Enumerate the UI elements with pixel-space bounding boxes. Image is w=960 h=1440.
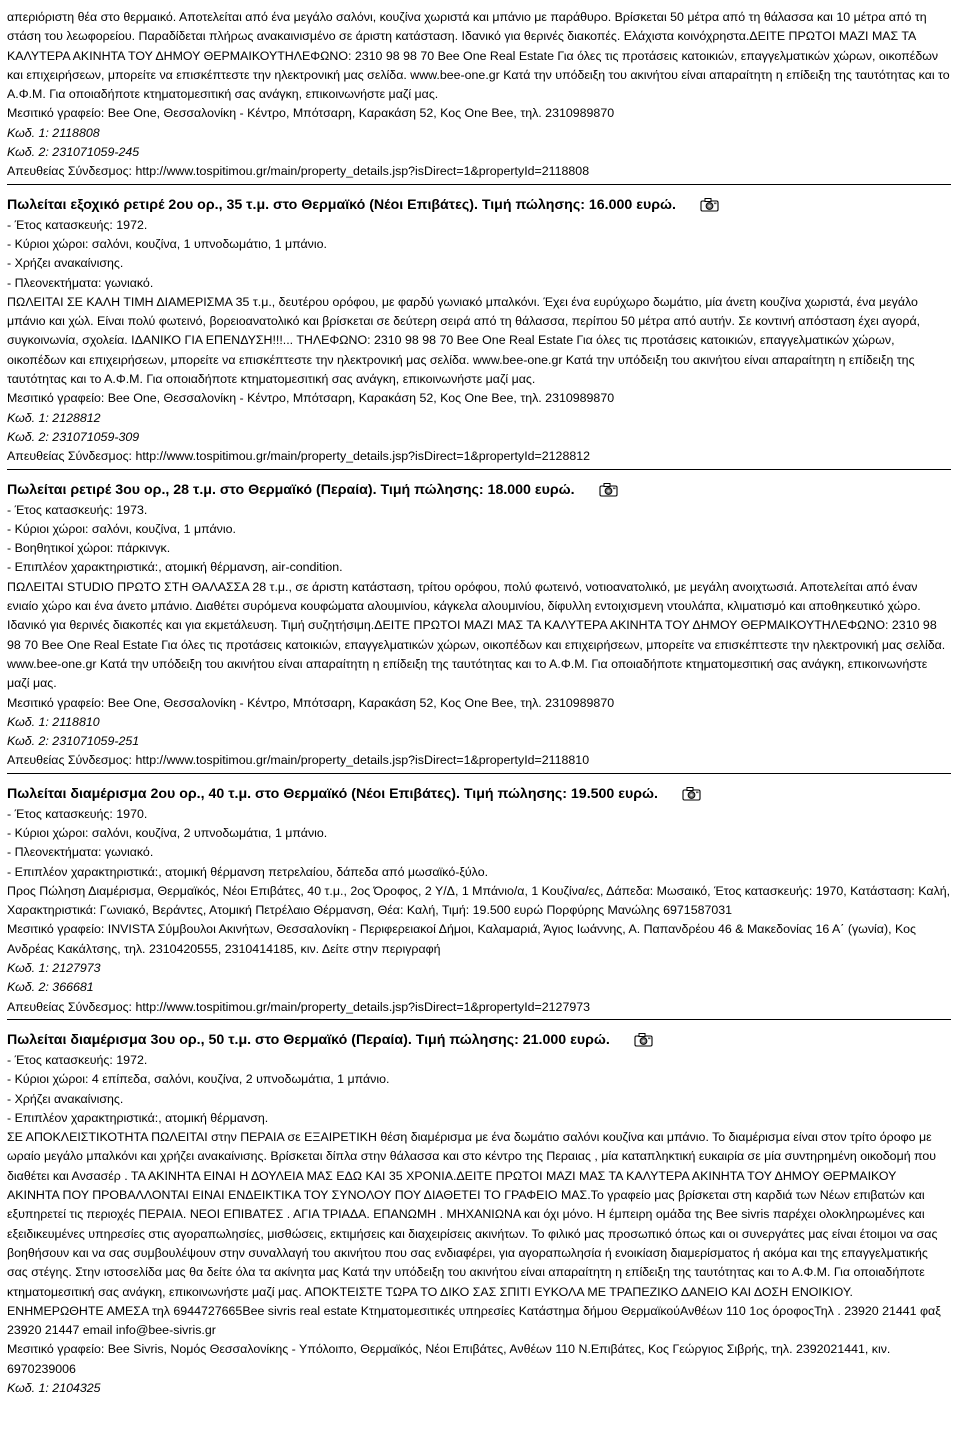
agency-info: Μεσιτικό γραφείο: Bee Sivris, Νομός Θεσσαλονίκης - Υπόλοιπο, Θερμαϊκός, Νέοι Επιβάτες, Ανθέων 110 Ν.Επιβάτες, Κος Γεώργιος Σιβρής, τηλ. 2392021441, κιν. 6970239006 [7, 1342, 891, 1376]
listing [7, 470, 951, 774]
agency-info: Μεσιτικό γραφείο: Bee One, Θεσσαλονίκη - Κέντρο, Μπότσαρη, Καρακάση 52, Κος One Bee, τηλ. 2310989870 [7, 391, 615, 406]
listing-description: ΣΕ ΑΠΟΚΛΕΙΣΤΙΚΟΤΗΤΑ ΠΩΛΕΙΤΑΙ στην ΠΕΡΑΙΑ σε ΕΞΑΙΡΕΤΙΚΗ θέση διαμέρισμα με ένα δωμάτιο σαλόνι κουζίνα και μπάνιο. Το διαμέρισμα είναι στον τρίτο όροφο με ωραίο μεγάλο μπαλκόνι και χρήζει ανακαίνισης. Βρίσκεται δίπλα στην θάλασσα και στο κέντρο της Περαιας , μία καταπληκτική ευκαιρία σε μία συντηρημένη οικοδομή που διαθέτει και Ανσασέρ . ΤΑ ΑΚΙΝΗΤΑ ΕΙΝΑΙ Η ΔΟΥΛΕΙΑ ΜΑΣ ΕΔΩ ΚΑΙ 35 ΧΡΟΝΙΑ.ΔΕΙΤΕ ΠΡΩΤΟΙ ΜΑΖΙ ΜΑΣ ΤΑ ΚΑΛΥΤΕΡΑ ΑΚΙΝΗΤΑ ΤΟΥ ΔΗΜΟΥ ΘΕΡΜΑΙΚΟΥ ΑΚΙΝΗΤΑ ΠΟΥ ΠΡΟΒΑΛΛΟΝΤΑΙ ΕΙΝΑΙ ΕΝΔΕΙΚΤΙΚΑ ΤΟΥ ΣΥΝΟΛΟΥ ΠΟΥ ΔΙΑΘΕΤΕΙ ΤΟ ΓΡΑΦΕΙΟ ΜΑΣ.Το γραφείο μας βρίσκεται στη καρδιά των Νέων επιβατών και εξυπηρετεί τις περιοχές ΠΕΡΑΙΑ. ΝΕΟΙ ΕΠΙΒΑΤΕΣ . ΑΓΙΑ ΤΡΙΑΔΑ. ΕΠΑΝΩΜΗ . ΜΗΧΑΝΙΩΝΑ και όχι μόνο. Η έμπειρη ομάδα της Bee sivris παρέχει ολοκληρωμένες και εξειδικευμένες υπηρεσίες στις αγοραπωλησίες, μισθώσεις, εκτιμήσεις και διαχειρίσεις ακινήτων. Το φιλικό μας προσωπικό όπως και οι συνεργάτες μας είναι έτοιμοι να σας βοηθήσουν και να σας συμβουλέψουν στην συναλλαγή του ακινήτου που σας ενδιαφέρει, για αγοραπωλησία ή ενοικίαση διαμερίσματος ή ακόμα και της επαγγελματικής σας στέγης. Στην ιστοσελίδα μας θα δείτε όλα τα ακίνητα μας Κατά την υπόδειξη του ακινήτου είναι απαραίτητη η επίδειξη της ταυτότητας και το Α.Φ.Μ. Για οποιαδήποτε κτηματομεσιτική σας ανάγκη, επικοινωνήστε μαζί μας. ΑΠΟΚΤΕΙΣΤΕ ΤΩΡΑ ΤΟ ΔΙΚΟ ΣΑΣ ΣΠΙΤΙ ΕΥΚΟΛΑ ΜΕ ΤΡΑΠΕΖΙΚΟ ΔΑΝΕΙΟ ΚΑΙ ΔΟΣΗ ΕΝΟΙΚΙΟΥ. ΕΝΗΜΕΡΩΘΗΤΕ ΑΜΕΣΑ τηλ 6944727665Bee sivris real estate Κτηματομεσιτικές υπηρεσίες Κατάστημα δήμου ΘερμαϊκούΑνθέων 110 1ος όροφοςΤηλ . 23920 21441 φαξ 23920 21447 email info@bee-sivris.gr [7, 1130, 941, 1338]
code-1: Κωδ. 1: 2128812 [7, 410, 101, 425]
attr-rooms: - Κύριοι χώροι: σαλόνι, κουζίνα, 2 υπνοδωμάτια, 1 μπάνιο. [7, 825, 328, 840]
listing-title[interactable]: Πωλείται εξοχικό ρετιρέ 2ου ορ., 35 τ.μ. στο Θερμαϊκό (Νέοι Επιβάτες). Τιμή πώλησης: 16.000 ευρώ. [7, 196, 676, 213]
listing-header [7, 479, 951, 501]
attr-year: - Έτος κατασκευής: 1973. [7, 502, 148, 517]
listing [7, 774, 951, 1020]
attr-year: - Έτος κατασκευής: 1972. [7, 217, 148, 232]
attr-rooms: - Κύριοι χώροι: σαλόνι, κουζίνα, 1 υπνοδωμάτιο, 1 μπάνιο. [7, 236, 327, 251]
listing-description: απεριόριστη θέα στο θερμαικό. Αποτελείται από ένα μεγάλο σαλόνι, κουζίνα χωριστά και μπάνιο με παράθυρο. Βρίσκεται 50 μέτρα από τη θάλασσα και 10 μέτρα από τη στάση του λεωφορείου. Παραδίδεται πλήρως ανακαινισμένο σε άριστη κατάσταση. Ιδανικό για θερινές διακοπές. Ελάχιστα κοινόχρηστα.ΔΕΙΤΕ ΠΡΩΤΟΙ ΜΑΖΙ ΜΑΣ ΤΑ ΚΑΛΥΤΕΡΑ ΑΚΙΝΗΤΑ ΤΟΥ ΔΗΜΟΥ ΘΕΡΜΑΙΚΟΥΤΗΛΕΦΩΝΟ: 2310 98 98 70 Bee One Real Estate Για όλες τις προτάσεις κατοικιών, επαγγελματικών χώρων, οικοπέδων και επιχειρήσεων, μπορείτε να επισκέπτεστε την ηλεκτρονική μας σελίδα. www.bee-one.gr Κατά την υπόδειξη του ακινήτου είναι απαραίτητη η επίδειξη της ταυτότητας και το Α.Φ.Μ. Για οποιαδήποτε κτηματομεσιτική σας ανάγκη, επικοινωνήστε μαζί μας. [7, 10, 950, 102]
code-2: Κωδ. 2: 366681 [7, 980, 94, 995]
camera-icon[interactable] [599, 482, 618, 497]
listing-intro [7, 8, 951, 185]
camera-icon[interactable] [634, 1032, 653, 1047]
code-2: Κωδ. 2: 231071059-251 [7, 734, 140, 749]
listing-header [7, 1029, 951, 1051]
camera-icon[interactable] [700, 197, 719, 212]
agency-info: Μεσιτικό γραφείο: Bee One, Θεσσαλονίκη - Κέντρο, Μπότσαρη, Καρακάση 52, Κος One Bee, τηλ. 2310989870 [7, 695, 615, 710]
attr-advantages: - Πλεονεκτήματα: γωνιακό. [7, 275, 154, 290]
direct-link[interactable]: Απευθείας Σύνδεσμος: http://www.tospitimou.gr/main/property_details.jsp?isDirect=1&propertyId=2127973 [7, 999, 591, 1014]
listing-description: ΠΩΛΕΙΤΑΙ STUDIO ΠΡΩΤΟ ΣΤΗ ΘΑΛΑΣΣΑ 28 τ.μ., σε άριστη κατάσταση, τρίτου ορόφου, πολύ φωτεινό, νοτιοανατολικό, με μεγάλη ανοιχτωσιά. Αποτελείται από έναν ενιαίο χώρο και ένα άνετο μπάνιο. Διαθέτει συρόμενα κουφώματα αλουμινίου, κάγκελα αλουμινίου, δίφυλλη εντοιχισμενη ντουλάπα, κλιματισμό και αποθηκευτικό χώρο. Ιδανικό για θερινές διακοπές και για εκμετάλευση. Τιμή συζητήσιμη.ΔΕΙΤΕ ΠΡΩΤΟΙ ΜΑΖΙ ΜΑΣ ΤΑ ΚΑΛΥΤΕΡΑ ΑΚΙΝΗΤΑ ΤΟΥ ΔΗΜΟΥ ΘΕΡΜΑΙΚΟΥΤΗΛΕΦΩΝΟ: 2310 98 98 70 Bee One Real Estate Για όλες τις προτάσεις κατοικιών, επαγγελματικών χώρων, οικοπέδων και επιχειρήσεων, μπορείτε να επισκέπτεστε την ηλεκτρονική μας σελίδα. www.bee-one.gr Κατά την υπόδειξη του ακινήτου είναι απαραίτητη η επίδειξη της ταυτότητας και το Α.Φ.Μ. Για οποιαδήποτε κτηματομεσιτική σας ανάγκη, επικοινωνήστε μαζί μας. [7, 579, 946, 691]
code-2: Κωδ. 2: 231071059-309 [7, 429, 140, 444]
listing-description: Προς Πώληση Διαμέρισμα, Θερμαϊκός, Νέοι Επιβάτες, 40 τ.μ., 2ος Όροφος, 2 Υ/Δ, 1 Μπάνιο/α, 1 Κουζίνα/ες, Δάπεδα: Μωσαικό, Έτος κατασκευής: 1970, Κατάσταση: Καλή, Χαρακτηριστικά: Γωνιακό, Βεράντες, Ατομική Πετρέλαιο Θέρμανση, Θέα: Καλή, Τιμή: 19.500 ευρώ Πορφύρης Μανώλης 6971587031 [7, 883, 951, 918]
attr-condition: - Χρήζει ανακαίνισης. [7, 1091, 124, 1106]
direct-link[interactable]: Απευθείας Σύνδεσμος: http://www.tospitimou.gr/main/property_details.jsp?isDirect=1&propertyId=2128812 [7, 449, 591, 464]
listing-title[interactable]: Πωλείται ρετιρέ 3ου ορ., 28 τ.μ. στο Θερμαϊκό (Περαία). Τιμή πώλησης: 18.000 ευρώ. [7, 481, 575, 498]
code-2: Κωδ. 2: 231071059-245 [7, 145, 140, 160]
camera-icon[interactable] [682, 786, 701, 801]
listing-header [7, 194, 951, 216]
attr-auxiliary: - Βοηθητικοί χώροι: πάρκινγκ. [7, 541, 171, 556]
code-1: Κωδ. 1: 2118808 [7, 125, 100, 140]
attr-features: - Επιπλέον χαρακτηριστικά:, ατομική θέρμανση, air-condition. [7, 560, 343, 575]
attr-condition: - Χρήζει ανακαίνισης. [7, 256, 124, 271]
code-1: Κωδ. 1: 2127973 [7, 961, 101, 976]
attr-features: - Επιπλέον χαρακτηριστικά:, ατομική θέρμανση. [7, 1110, 269, 1125]
listing-title[interactable]: Πωλείται διαμέρισμα 3ου ορ., 50 τ.μ. στο Θερμαϊκό (Περαία). Τιμή πώλησης: 21.000 ευρώ. [7, 1031, 610, 1048]
attr-advantages: - Πλεονεκτήματα: γωνιακό. [7, 845, 154, 860]
code-1: Κωδ. 1: 2118810 [7, 714, 100, 729]
attr-rooms: - Κύριοι χώροι: σαλόνι, κουζίνα, 1 μπάνιο. [7, 521, 236, 536]
listing [7, 1020, 951, 1398]
listing-description: ΠΩΛΕΙΤΑΙ ΣΕ ΚΑΛΗ ΤΙΜΗ ΔΙΑΜΕΡΙΣΜΑ 35 τ.μ., δευτέρου ορόφου, με φαρδύ γωνιακό μπαλκόνι. Έχει ένα ευρύχωρο δωμάτιο, μία άνετη κουζίνα χωριστά, ένα μεγάλο μπάνιο και χώλ. Είναι πολύ φωτεινό, βορειοανατολικό και βρίσκεται σε δεύτερη σειρά από τη θάλασσα, περίπου 50 μέτρα από αυτήν. Σε κοντινή απόσταση έχει αγορά, συγκοινωνία, σχολεία. ΙΔΑΝΙΚΟ ΓΙΑ ΕΠΕΝΔΥΣΗ!!!... ΤΗΛΕΦΩΝΟ: 2310 98 98 70 Bee One Real Estate Για όλες τις προτάσεις κατοικιών, επαγγελματικών χώρων, οικοπέδων και επιχειρήσεων, μπορείτε να επισκέπτεστε την ηλεκτρονική μας σελίδα. www.bee-one.gr Κατά την υπόδειξη του ακινήτου είναι απαραίτητη η επίδειξη της ταυτότητας και το Α.Φ.Μ. Για οποιαδήποτε κτηματομεσιτική σας ανάγκη, επικοινωνήστε μαζί μας. [7, 294, 921, 387]
listing-header [7, 783, 951, 805]
agency-info: Μεσιτικό γραφείο: Bee One, Θεσσαλονίκη - Κέντρο, Μπότσαρη, Καρακάση 52, Κος One Bee, τηλ. 2310989870 [7, 106, 615, 121]
attr-features: - Επιπλέον χαρακτηριστικά:, ατομική θέρμανση πετρελαίου, δάπεδα από μωσαϊκό-ξύλο. [7, 864, 489, 879]
attr-year: - Έτος κατασκευής: 1972. [7, 1052, 148, 1067]
code-1: Κωδ. 1: 2104325 [7, 1381, 101, 1395]
attr-year: - Έτος κατασκευής: 1970. [7, 806, 148, 821]
listing-title[interactable]: Πωλείται διαμέρισμα 2ου ορ., 40 τ.μ. στο Θερμαϊκό (Νέοι Επιβάτες). Τιμή πώλησης: 19.500 ευρώ. [7, 785, 658, 802]
listing [7, 185, 951, 470]
direct-link[interactable]: Απευθείας Σύνδεσμος: http://www.tospitimou.gr/main/property_details.jsp?isDirect=1&propertyId=2118808 [7, 164, 590, 179]
direct-link[interactable]: Απευθείας Σύνδεσμος: http://www.tospitimou.gr/main/property_details.jsp?isDirect=1&propertyId=2118810 [7, 753, 590, 768]
attr-rooms: - Κύριοι χώροι: 4 επίπεδα, σαλόνι, κουζίνα, 2 υπνοδωμάτια, 1 μπάνιο. [7, 1072, 390, 1087]
agency-info: Μεσιτικό γραφείο: INVISTA Σύμβουλοι Ακινήτων, Θεσσαλονίκη - Περιφερειακοί Δήμοι, Καλαμαριά, Άγιος Ιωάννης, Α. Παπανδρέου 46 & Μακεδονίας 16 Α΄ (γωνία), Κος Ανδρέας Κακάλτσης, τηλ. 2310420555, 2310414185, κιν. Δείτε στην περιγραφή [7, 922, 916, 956]
